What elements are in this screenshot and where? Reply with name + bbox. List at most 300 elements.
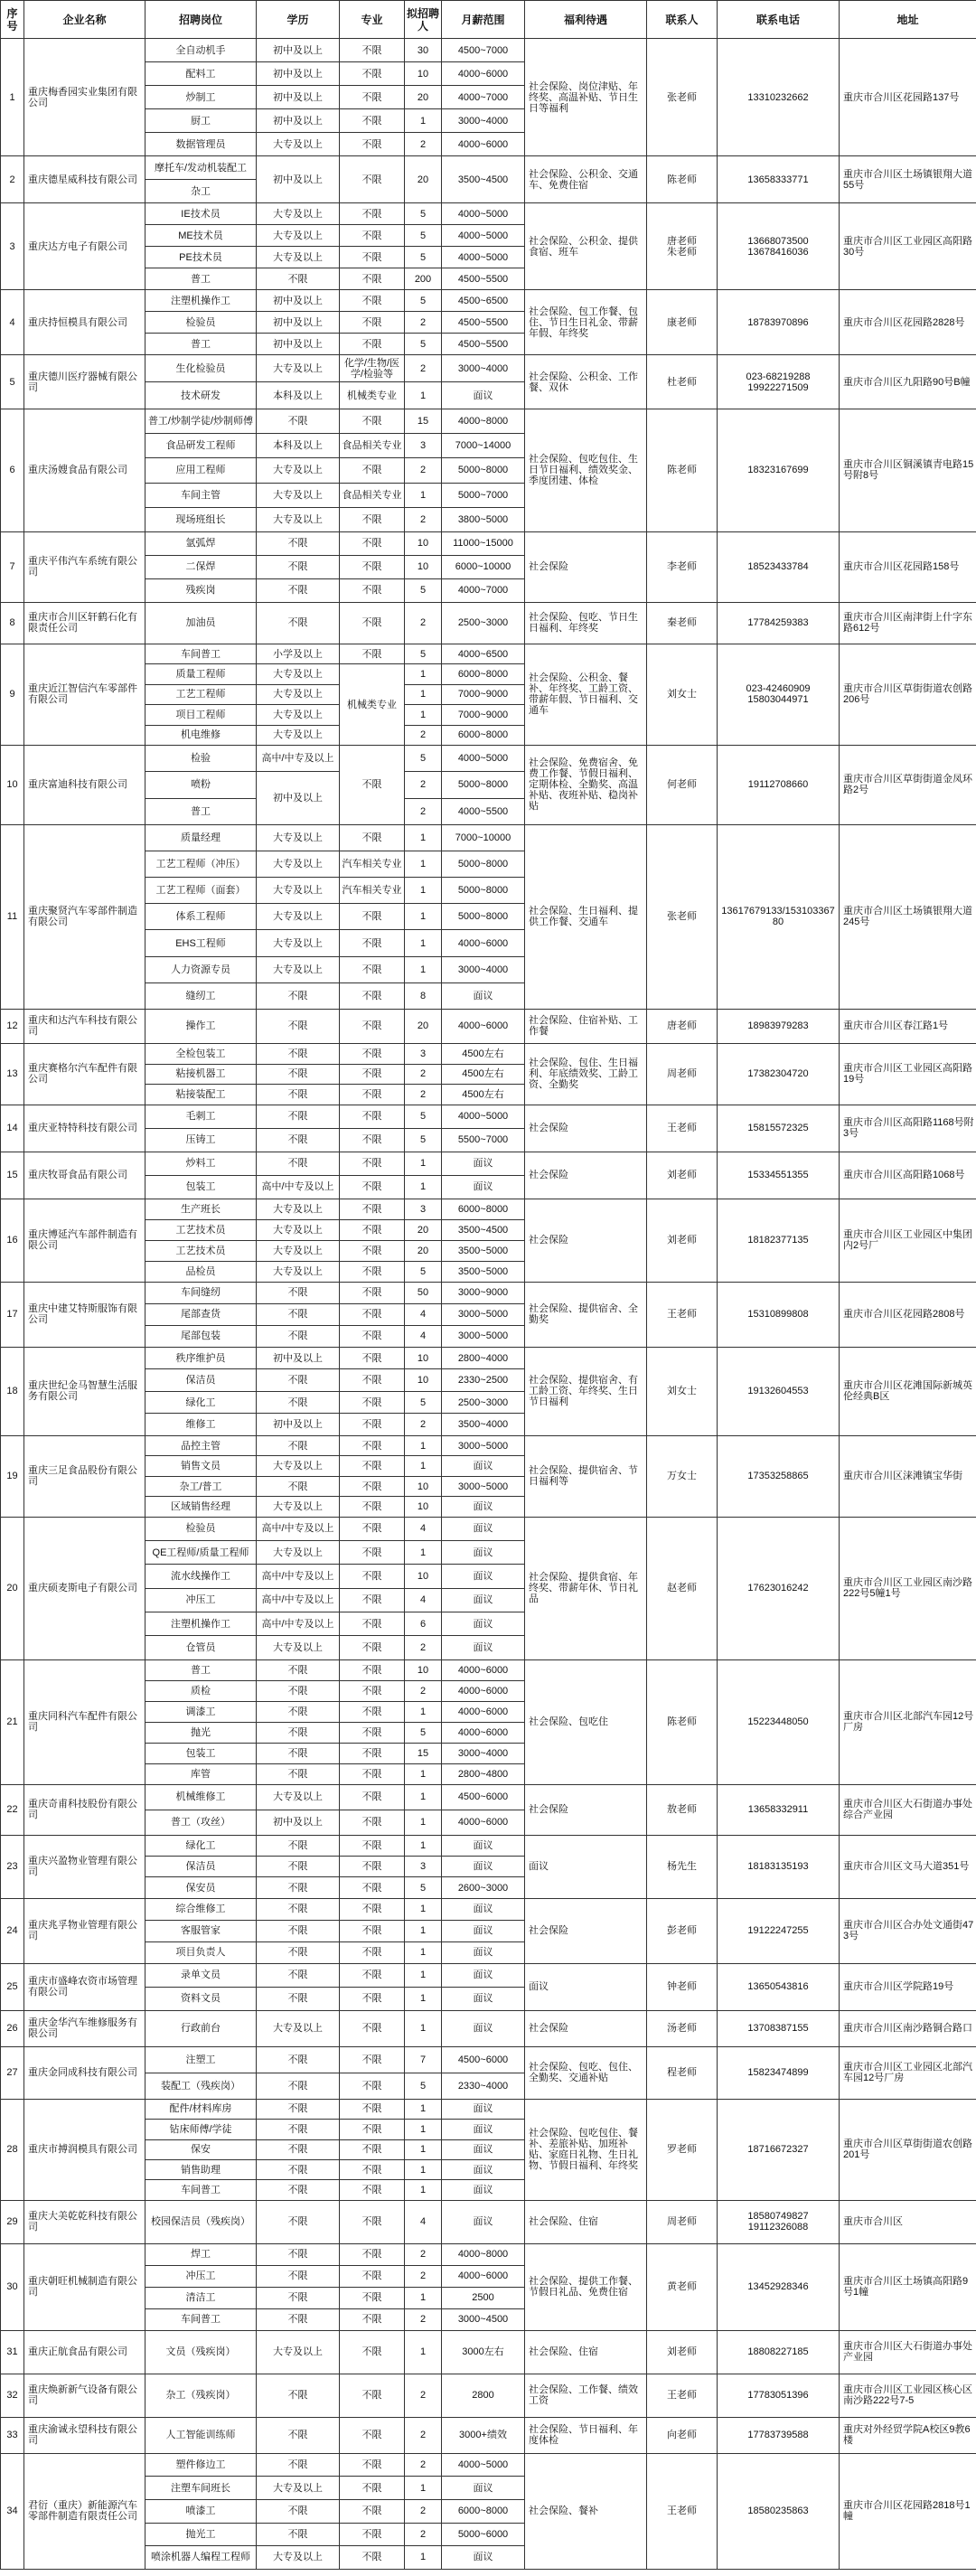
major-cell: 不限	[340, 1347, 405, 1369]
welfare-cell: 社会保险、住宿	[525, 2200, 647, 2243]
phone-cell	[718, 203, 840, 290]
position-title: 普工	[145, 1659, 257, 1680]
company-index: 9	[1, 644, 24, 745]
salary-cell: 4000~6000	[442, 1659, 525, 1680]
headcount-cell: 15	[405, 1743, 442, 1763]
position-title: 塑件修边工	[145, 2453, 257, 2477]
salary-cell: 3000~4000	[442, 956, 525, 982]
header-index: 序号	[1, 1, 24, 39]
education-cell: 初中及以上	[257, 772, 340, 825]
education-cell: 不限	[257, 1680, 340, 1701]
position-title: 钻床师傅/学徒	[145, 2120, 257, 2139]
position-title: 质量经理	[145, 824, 257, 851]
education-cell: 不限	[257, 268, 340, 290]
contact-cell-line: 钟老师	[667, 1981, 697, 1993]
headcount-cell: 1	[405, 824, 442, 851]
phone-cell	[718, 290, 840, 355]
contact-cell	[647, 2243, 718, 2330]
education-cell: 大专及以上	[257, 1541, 340, 1565]
phone-cell-line: 18323167699	[747, 465, 809, 476]
contact-cell	[647, 745, 718, 824]
position-title: 生产班长	[145, 1199, 257, 1219]
position-title: 仓管员	[145, 1636, 257, 1659]
table-row	[1, 1347, 976, 1369]
headcount-cell: 1	[405, 2139, 442, 2159]
salary-cell: 7000~9000	[442, 684, 525, 704]
salary-cell: 7000~14000	[442, 434, 525, 458]
education-cell: 大专及以上	[257, 247, 340, 268]
address-cell: 重庆市合川区	[840, 2200, 976, 2243]
position-title: 注塑机操作工	[145, 290, 257, 312]
education-cell: 不限	[257, 1722, 340, 1743]
major-cell: 不限	[340, 602, 405, 644]
headcount-cell: 10	[405, 1347, 442, 1369]
company-name: 重庆德星威科技有限公司	[24, 156, 145, 203]
welfare-cell: 社会保险	[525, 1199, 647, 1282]
address-cell: 重庆市合川区工业园区高阳路19号	[840, 1043, 976, 1105]
headcount-cell: 1	[405, 1701, 442, 1722]
headcount-cell: 2	[405, 1636, 442, 1659]
salary-cell: 4000~7000	[442, 578, 525, 602]
salary-cell: 11000~15000	[442, 531, 525, 555]
education-cell: 不限	[257, 2265, 340, 2287]
address-cell: 重庆市合川区高阳路1068号	[840, 1152, 976, 1199]
phone-cell	[718, 1043, 840, 1105]
table-row	[1, 156, 976, 180]
welfare-cell: 社会保险、包吃、节日生日福利、年终奖	[525, 602, 647, 644]
position-title: 检验	[145, 745, 257, 771]
major-cell: 不限	[340, 1517, 405, 1540]
position-title: 氩弧焊	[145, 531, 257, 555]
salary-cell: 2800~4000	[442, 1347, 525, 1369]
headcount-cell: 4	[405, 1303, 442, 1325]
header-contact: 联系人	[647, 1, 718, 39]
education-cell: 不限	[257, 2120, 340, 2139]
company-name: 重庆达方电子有限公司	[24, 203, 145, 290]
education-cell: 初中及以上	[257, 156, 340, 203]
headcount-cell: 2	[405, 2453, 442, 2477]
salary-cell: 6000~8000	[442, 1199, 525, 1219]
company-index: 19	[1, 1435, 24, 1517]
position-title: PE技术员	[145, 247, 257, 268]
major-cell: 不限	[340, 1435, 405, 1456]
major-cell: 不限	[340, 290, 405, 312]
salary-cell: 5000~6000	[442, 2523, 525, 2546]
address-cell: 重庆市合川区花园路2828号	[840, 290, 976, 355]
company-index: 32	[1, 2374, 24, 2417]
address-cell: 重庆市合川区北部汽车园12号厂房	[840, 1659, 976, 1784]
position-title: 区域销售经理	[145, 1497, 257, 1518]
headcount-cell: 1	[405, 2477, 442, 2500]
major-cell: 不限	[340, 1636, 405, 1659]
phone-cell	[718, 745, 840, 824]
phone-cell-line: 18808227185	[747, 2346, 809, 2358]
table-row	[1, 1282, 976, 1303]
headcount-cell: 1	[405, 2120, 442, 2139]
headcount-cell: 6	[405, 1612, 442, 1636]
phone-cell-line: 18983979283	[747, 1020, 809, 1032]
contact-cell-line: 彭老师	[667, 1925, 697, 1937]
education-cell: 不限	[257, 2523, 340, 2546]
position-title: 绿化工	[145, 1835, 257, 1856]
position-title: 工艺工程师（冲压）	[145, 851, 257, 878]
major-cell: 汽车相关专业	[340, 851, 405, 878]
major-cell: 不限	[340, 312, 405, 334]
contact-cell-line: 王老师	[667, 2505, 697, 2517]
company-index: 12	[1, 1009, 24, 1043]
headcount-cell: 20	[405, 1219, 442, 1240]
contact-cell-line: 陈老师	[667, 465, 697, 476]
phone-cell	[718, 1784, 840, 1835]
position-title: 调漆工	[145, 1701, 257, 1722]
phone-cell-line: 18580749827	[747, 2211, 809, 2223]
education-cell: 大专及以上	[257, 824, 340, 851]
salary-cell: 2500~3000	[442, 602, 525, 644]
salary-cell: 4500~5500	[442, 334, 525, 355]
salary-cell: 7000~9000	[442, 705, 525, 725]
phone-cell-line: 023-42460909	[746, 683, 811, 695]
major-cell: 不限	[340, 2010, 405, 2046]
company-index: 4	[1, 290, 24, 355]
major-cell: 不限	[340, 133, 405, 156]
contact-cell	[647, 1784, 718, 1835]
table-row	[1, 1659, 976, 1680]
major-cell: 不限	[340, 2287, 405, 2308]
position-title: 工艺工程师	[145, 684, 257, 704]
education-cell: 不限	[257, 1435, 340, 1456]
company-index: 17	[1, 1282, 24, 1347]
major-cell: 不限	[340, 2499, 405, 2523]
headcount-cell: 1	[405, 2180, 442, 2200]
position-title: 检验员	[145, 312, 257, 334]
company-name: 重庆焕新新气设备有限公司	[24, 2374, 145, 2417]
position-title: 车间主管	[145, 483, 257, 507]
welfare-cell: 社会保险	[525, 531, 647, 602]
education-cell: 不限	[257, 2287, 340, 2308]
contact-cell-line: 杜老师	[667, 376, 697, 388]
education-cell: 高中/中专及以上	[257, 1517, 340, 1540]
address-cell: 重庆市合川区花园路137号	[840, 39, 976, 156]
phone-cell	[718, 1835, 840, 1898]
table-row	[1, 824, 976, 851]
education-cell: 初中及以上	[257, 1810, 340, 1835]
major-cell: 不限	[340, 555, 405, 578]
headcount-cell: 1	[405, 1175, 442, 1199]
education-cell: 初中及以上	[257, 109, 340, 133]
address-cell: 重庆市合川区工业园区高阳路30号	[840, 203, 976, 290]
company-index: 3	[1, 203, 24, 290]
phone-cell	[718, 644, 840, 745]
contact-cell-line: 汤老师	[667, 2023, 697, 2035]
major-cell: 不限	[340, 2477, 405, 2500]
education-cell: 大专及以上	[257, 878, 340, 904]
position-title: 配料工	[145, 62, 257, 86]
salary-cell: 5000~8000	[442, 772, 525, 798]
phone-cell	[718, 156, 840, 203]
salary-cell: 2500	[442, 2287, 525, 2308]
position-title: 销售助理	[145, 2159, 257, 2179]
company-index: 15	[1, 1152, 24, 1199]
major-cell: 不限	[340, 1722, 405, 1743]
major-cell: 化学/生物/医学/检验等	[340, 355, 405, 382]
salary-cell: 6000~8000	[442, 664, 525, 684]
phone-cell-line: 18716672327	[747, 2144, 809, 2156]
headcount-cell: 2	[405, 355, 442, 382]
headcount-cell: 1	[405, 1987, 442, 2010]
salary-cell: 3000~4000	[442, 109, 525, 133]
contact-cell-line: 秦老师	[667, 617, 697, 629]
welfare-cell: 社会保险、节日福利、年度体检	[525, 2417, 647, 2453]
major-cell: 不限	[340, 156, 405, 203]
major-cell: 不限	[340, 1325, 405, 1347]
headcount-cell: 1	[405, 1941, 442, 1963]
position-title: 流水线操作工	[145, 1565, 257, 1588]
headcount-cell: 5	[405, 1391, 442, 1414]
position-title: 质检	[145, 1680, 257, 1701]
education-cell: 不限	[257, 2099, 340, 2119]
header-major: 专业	[340, 1, 405, 39]
headcount-cell: 20	[405, 86, 442, 109]
position-title: QE工程师/质量工程师	[145, 1541, 257, 1565]
position-title: 抛光	[145, 1722, 257, 1743]
headcount-cell: 3	[405, 1857, 442, 1877]
table-body	[1, 39, 976, 2570]
major-cell: 不限	[340, 2243, 405, 2265]
position-title: 文员（残疾岗）	[145, 2330, 257, 2374]
company-name: 重庆平伟汽车系统有限公司	[24, 531, 145, 602]
address-cell: 重庆市合川区土场镇高阳路9号1幢	[840, 2243, 976, 2330]
headcount-cell: 1	[405, 2010, 442, 2046]
welfare-cell: 社会保险、住宿	[525, 2330, 647, 2374]
salary-cell: 面议	[442, 1835, 525, 1856]
contact-cell	[647, 1105, 718, 1152]
phone-cell-line: 19112326088	[747, 2222, 809, 2233]
table-row	[1, 1517, 976, 1540]
major-cell: 不限	[340, 2099, 405, 2119]
salary-cell: 2330~4000	[442, 2073, 525, 2099]
position-title: 焊工	[145, 2243, 257, 2265]
position-title: 品控主管	[145, 1435, 257, 1456]
headcount-cell: 2	[405, 2265, 442, 2287]
table-row	[1, 2330, 976, 2374]
salary-cell: 4000~6000	[442, 1810, 525, 1835]
education-cell: 高中/中专及以上	[257, 745, 340, 771]
salary-cell: 面议	[442, 1541, 525, 1565]
major-cell: 不限	[340, 1219, 405, 1240]
major-cell: 不限	[340, 1240, 405, 1261]
position-title: 残疾岗	[145, 578, 257, 602]
company-index: 20	[1, 1517, 24, 1659]
salary-cell: 2800~4800	[442, 1763, 525, 1784]
address-cell: 重庆市合川区南津街上什字东路612号	[840, 602, 976, 644]
education-cell: 不限	[257, 1105, 340, 1128]
contact-cell	[647, 1898, 718, 1963]
phone-cell-line: 15334551355	[747, 1170, 809, 1181]
major-cell: 食品相关专业	[340, 434, 405, 458]
salary-cell: 3000~5000	[442, 1325, 525, 1347]
contact-cell	[647, 1199, 718, 1282]
position-title: 尾部查货	[145, 1303, 257, 1325]
education-cell: 不限	[257, 1857, 340, 1877]
address-cell: 重庆市合川区工业园区核心区南沙路222号7-5	[840, 2374, 976, 2417]
headcount-cell: 7	[405, 2046, 442, 2073]
contact-cell-line: 朱老师	[667, 246, 697, 258]
position-title: 炒制工	[145, 86, 257, 109]
major-cell: 不限	[340, 745, 405, 824]
address-cell: 重庆市合川区大石街道办事处综合产业园	[840, 1784, 976, 1835]
table-row	[1, 1835, 976, 1856]
major-cell: 不限	[340, 2265, 405, 2287]
education-cell: 不限	[257, 2308, 340, 2330]
education-cell: 大专及以上	[257, 684, 340, 704]
salary-cell: 面议	[442, 1898, 525, 1920]
major-cell: 不限	[340, 1541, 405, 1565]
welfare-cell: 社会保险	[525, 1152, 647, 1199]
education-cell: 不限	[257, 1303, 340, 1325]
contact-cell	[647, 1517, 718, 1659]
headcount-cell: 10	[405, 1565, 442, 1588]
phone-cell	[718, 2010, 840, 2046]
table-row	[1, 39, 976, 62]
headcount-cell: 1	[405, 664, 442, 684]
major-cell: 不限	[340, 2180, 405, 2200]
major-cell: 不限	[340, 1043, 405, 1064]
table-row	[1, 355, 976, 382]
company-index: 29	[1, 2200, 24, 2243]
salary-cell: 面议	[442, 2180, 525, 2200]
contact-cell-line: 杨先生	[667, 1861, 697, 1873]
company-index: 28	[1, 2099, 24, 2200]
position-title: 生化检验员	[145, 355, 257, 382]
phone-cell	[718, 2200, 840, 2243]
headcount-cell: 1	[405, 1784, 442, 1810]
headcount-cell: 20	[405, 1240, 442, 1261]
phone-cell-line: 13650543816	[747, 1981, 809, 1993]
education-cell: 不限	[257, 2417, 340, 2453]
education-cell: 不限	[257, 1659, 340, 1680]
address-cell: 重庆市合川区花园路158号	[840, 531, 976, 602]
headcount-cell: 2	[405, 458, 442, 483]
phone-cell-line: 19922271509	[747, 381, 809, 393]
headcount-cell: 2	[405, 1064, 442, 1085]
salary-cell: 4000~6000	[442, 62, 525, 86]
headcount-cell: 2	[405, 798, 442, 824]
table-row	[1, 2417, 976, 2453]
major-cell: 不限	[340, 247, 405, 268]
position-title: 喷漆工	[145, 2499, 257, 2523]
major-cell: 不限	[340, 1680, 405, 1701]
education-cell: 不限	[257, 1476, 340, 1497]
salary-cell: 3800~5000	[442, 507, 525, 531]
company-name: 重庆亚特特科技有限公司	[24, 1105, 145, 1152]
table-row	[1, 2010, 976, 2046]
position-title: 体系工程师	[145, 904, 257, 930]
phone-cell-line: 17623016242	[747, 1583, 809, 1594]
contact-cell-line: 何老师	[667, 779, 697, 791]
position-title: 毛刺工	[145, 1105, 257, 1128]
position-title: 普工	[145, 268, 257, 290]
education-cell: 不限	[257, 1128, 340, 1152]
education-cell: 大专及以上	[257, 930, 340, 956]
major-cell: 汽车相关专业	[340, 878, 405, 904]
table-row	[1, 1009, 976, 1043]
major-cell: 不限	[340, 956, 405, 982]
salary-cell: 4000~6000	[442, 1701, 525, 1722]
headcount-cell: 5	[405, 1877, 442, 1898]
phone-cell	[718, 1435, 840, 1517]
salary-cell: 4000~6000	[442, 1009, 525, 1043]
address-cell: 重庆市合川区草街街道农创路201号	[840, 2099, 976, 2200]
major-cell: 不限	[340, 1261, 405, 1282]
phone-cell-line: 15223448050	[747, 1716, 809, 1728]
headcount-cell: 5	[405, 290, 442, 312]
phone-cell-line: 17783739588	[747, 2430, 809, 2441]
headcount-cell: 2	[405, 2417, 442, 2453]
company-index: 11	[1, 824, 24, 1009]
contact-cell-line: 刘老师	[667, 2346, 697, 2358]
phone-cell	[718, 1152, 840, 1199]
headcount-cell: 2	[405, 2499, 442, 2523]
company-index: 26	[1, 2010, 24, 2046]
table-row	[1, 1199, 976, 1219]
salary-cell: 4000~6000	[442, 1680, 525, 1701]
salary-cell: 3500~4500	[442, 1219, 525, 1240]
phone-cell	[718, 531, 840, 602]
education-cell: 大专及以上	[257, 1636, 340, 1659]
phone-cell	[718, 1199, 840, 1282]
contact-cell	[647, 1282, 718, 1347]
position-title: 录单文员	[145, 1963, 257, 1987]
major-cell: 不限	[340, 1414, 405, 1436]
major-cell: 不限	[340, 1456, 405, 1477]
salary-cell: 面议	[442, 1963, 525, 1987]
address-cell: 重庆市合川区花园路2818号1幢	[840, 2453, 976, 2569]
contact-cell-line: 敖老师	[667, 1804, 697, 1816]
headcount-cell: 1	[405, 1898, 442, 1920]
header-address: 地址	[840, 1, 976, 39]
education-cell: 不限	[257, 1701, 340, 1722]
education-cell: 不限	[257, 2499, 340, 2523]
education-cell: 大专及以上	[257, 851, 340, 878]
position-title: 厨工	[145, 109, 257, 133]
major-cell: 不限	[340, 2139, 405, 2159]
education-cell: 不限	[257, 982, 340, 1009]
major-cell: 不限	[340, 2417, 405, 2453]
contact-cell-line: 唐老师	[667, 1020, 697, 1032]
phone-cell	[718, 2099, 840, 2200]
phone-cell	[718, 1898, 840, 1963]
headcount-cell: 1	[405, 1810, 442, 1835]
company-name: 重庆近江智信汽车零部件有限公司	[24, 644, 145, 745]
salary-cell: 4000~7000	[442, 86, 525, 109]
salary-cell: 面议	[442, 2546, 525, 2570]
position-title: 杂工（残疾岗）	[145, 2374, 257, 2417]
headcount-cell: 4	[405, 1517, 442, 1540]
position-title: 保安员	[145, 1877, 257, 1898]
table-row	[1, 1435, 976, 1456]
contact-cell-line: 罗老师	[667, 2144, 697, 2156]
major-cell: 不限	[340, 1497, 405, 1518]
education-cell: 不限	[257, 1009, 340, 1043]
headcount-cell: 1	[405, 1541, 442, 1565]
major-cell: 不限	[340, 225, 405, 247]
salary-cell: 面议	[442, 1456, 525, 1477]
salary-cell: 4500~6500	[442, 290, 525, 312]
contact-cell	[647, 644, 718, 745]
phone-cell	[718, 1517, 840, 1659]
headcount-cell: 50	[405, 1282, 442, 1303]
education-cell: 初中及以上	[257, 1347, 340, 1369]
